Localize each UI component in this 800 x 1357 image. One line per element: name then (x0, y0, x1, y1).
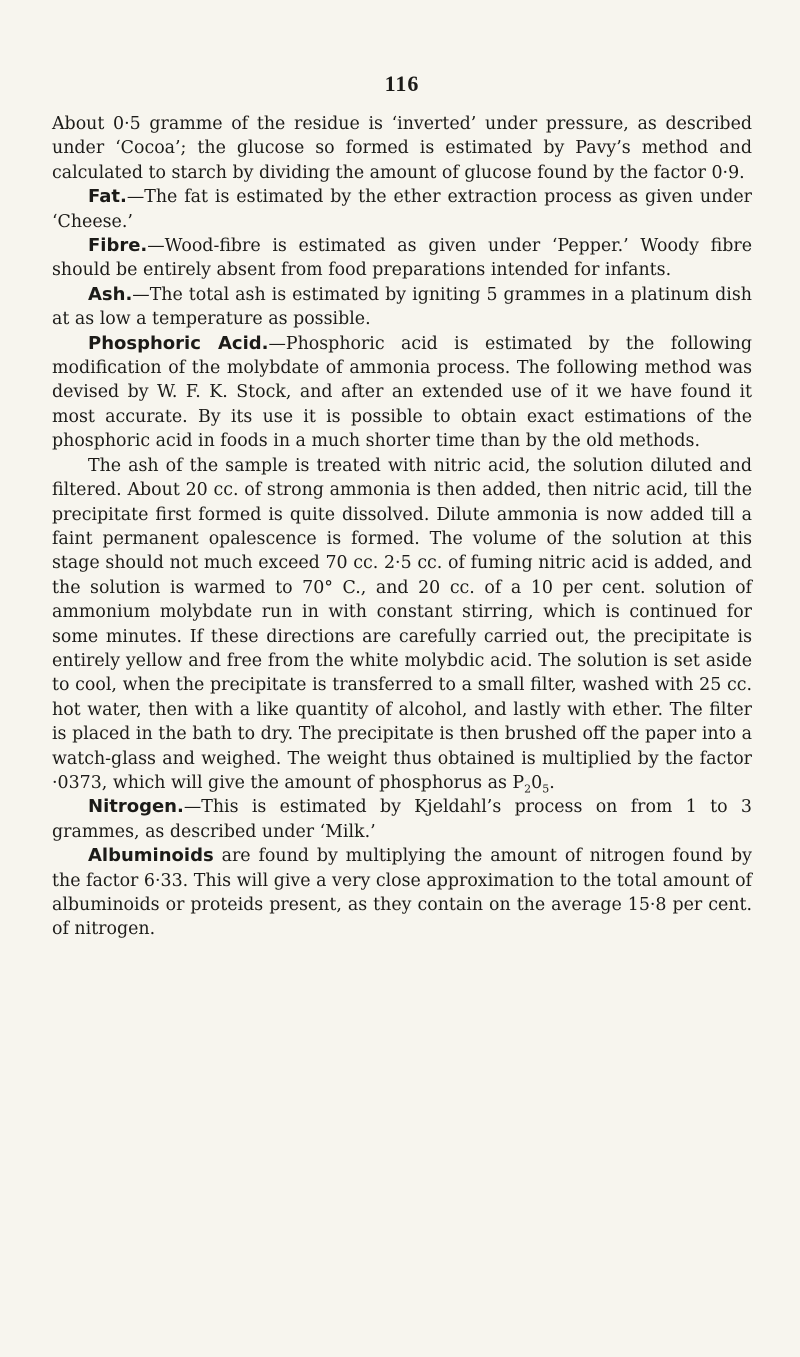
section-heading-fat: Fat. (88, 186, 127, 208)
paragraph-text: are found by multiplying the amount of nitrogen found by the factor 6·33. This will give a very close approximation to the total amount of albuminoids or proteids present, as they contain on the average 15·8 per cent. of nitrogen. (52, 846, 752, 940)
paragraph-text: —This is estimated by Kjeldahl’s process on from 1 to 3 grammes, as described under ‘Milk.’ (52, 797, 752, 842)
page-number: 116 (384, 71, 420, 96)
paragraph-nitrogen (52, 795, 752, 844)
section-heading-phosphoric-acid: Phosphoric Acid. (88, 332, 269, 354)
paragraph-text: About 0·5 gramme of the residue is ‘inverted’ under pressure, as described under ‘Cocoa’; the glucose so formed is estimated by Pavy’s method and calculated to starch by dividing the amount of glucose found by the factor 0·9. (52, 114, 752, 183)
subscript: 2 (524, 782, 532, 796)
paragraph-text: —The fat is estimated by the ether extraction process as given under ‘Cheese.’ (52, 187, 752, 232)
body-text (52, 112, 752, 942)
paragraph-text: —Phosphoric acid is estimated by the following modification of the molybdate of ammonia process. The following method was devised by W. F. K. Stock, and after an extended use of it we have found it most accurate. By its use it is possible to obtain exact estimations of the phosphoric acid in foods in a much shorter time than by the old methods. (52, 333, 752, 452)
paragraph-fibre (52, 234, 752, 283)
paragraph-phosphoric-acid (52, 332, 752, 454)
section-heading-nitrogen: Nitrogen. (88, 796, 184, 818)
paragraph-albuminoids (52, 844, 752, 942)
paragraph-starch (52, 112, 752, 185)
paragraph-text: —The total ash is estimated by igniting 5 grammes in a platinum dish at as low a temperature as possible. (52, 284, 752, 330)
paragraph-fat (52, 185, 752, 234)
paragraph-text: The ash of the sample is treated with nitric acid, the solution diluted and filtered. About 20 cc. of strong ammonia is then added, then nitric acid, till the precipitate first formed is quite dissolved. Dilute ammonia is now added till a faint permanent opalescence is formed. The volume of the solution at this stage should not much exceed 70 cc. 2·5 cc. of fuming nitric acid is added, and the solution is warmed to 70° C., and 20 cc. of a 10 per cent. solution of ammonium molybdate run in with constant stirring, which is continued for some minutes. If these directions are carefully carried out, the precipitate is entirely yellow and free from the white molybdic acid. The solution is set aside to cool, when the precipitate is transferred to a small filter, washed with 25 cc. hot water, then with a like quantity of alcohol, and lastly with ether. The filter is placed in the bath to dry. The precipitate is then brushed off the paper into a watch-glass and weighed. The weight thus obtained is multiplied by the factor ·0373, which will give the amount of phosphorus as P (52, 455, 752, 793)
subscript: 5 (542, 782, 550, 796)
paragraph-phosphoric-procedure (52, 454, 752, 796)
paragraph-text-end: . (549, 772, 555, 793)
formula-part: 0 (531, 772, 543, 793)
paragraph-ash (52, 283, 752, 332)
paragraph-text: —Wood-fibre is estimated as given under ‘Pepper.’ Woody fibre should be entirely absent from food preparations intended for infants. (52, 236, 752, 281)
section-heading-albuminoids: Albuminoids (88, 845, 214, 867)
section-heading-ash: Ash. (88, 283, 133, 305)
section-heading-fibre: Fibre. (88, 235, 148, 257)
